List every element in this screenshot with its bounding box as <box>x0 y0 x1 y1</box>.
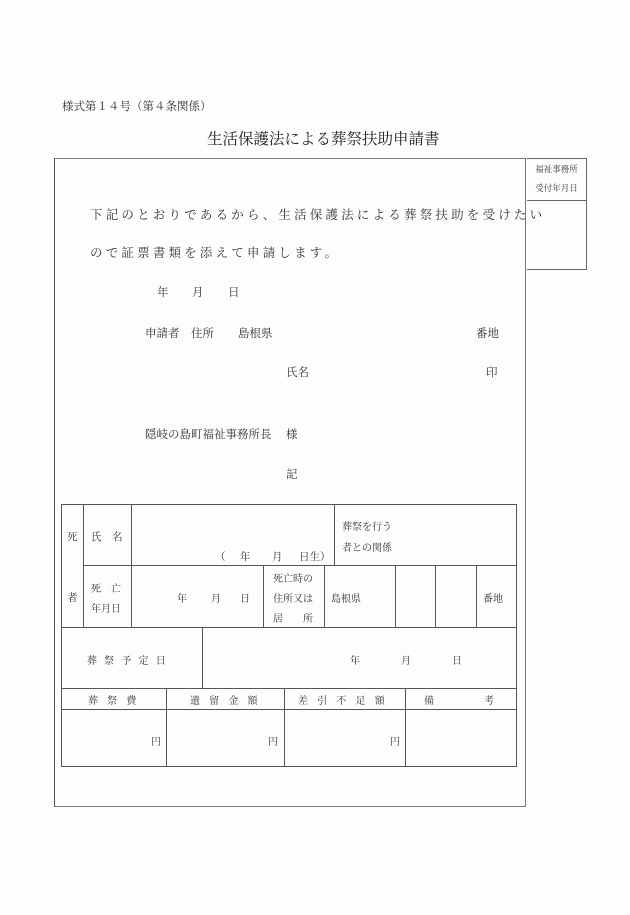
receipt-box-header <box>527 159 586 201</box>
date-year: 年 <box>157 285 169 299</box>
applicant-address-label: 住所 <box>191 326 214 340</box>
birth-month: 月 <box>272 551 283 563</box>
death-day: 日 <box>240 594 250 605</box>
death-address-label-1: 死亡時の <box>273 574 313 585</box>
relation-label-1: 葬祭を行う <box>342 522 392 533</box>
col-remaining-money: 遺 留 金 額 <box>190 696 261 707</box>
deceased-label-bottom: 者 <box>67 592 78 604</box>
page-title: 生活保護法による葬祭扶助申請書 <box>207 130 440 148</box>
seal-mark: 印 <box>486 365 498 379</box>
addressee-honorific: 様 <box>286 427 298 441</box>
funeral-year: 年 <box>350 656 360 667</box>
applicant-name-label: 氏名 <box>286 365 309 379</box>
applicant-prefecture: 島根県 <box>238 326 273 340</box>
date-month: 月 <box>192 285 204 299</box>
yen-funeral-cost: 円 <box>151 737 161 748</box>
addressee-office: 隠岐の島町福祉事務所長 <box>145 427 272 441</box>
receipt-label-date: 受付年月日 <box>535 184 578 194</box>
col-funeral-cost: 葬 祭 費 <box>88 696 140 707</box>
intro-line-1: 下記のとおりであるから、生活保護法による葬祭扶助を受けたい <box>90 207 546 222</box>
yen-remaining-money: 円 <box>268 737 278 748</box>
intro-line-2: ので証票書類を添えて申請します。 <box>90 245 341 260</box>
deceased-label-top: 死 <box>67 531 78 543</box>
death-year: 年 <box>177 594 187 605</box>
col-shortfall: 差 引 不 足 額 <box>298 696 388 707</box>
funeral-date-label: 葬 祭 予 定 日 <box>87 656 168 667</box>
death-address-label-2: 住所又は <box>273 594 313 605</box>
applicant-label: 申請者 <box>145 326 180 340</box>
date-day: 日 <box>228 285 240 299</box>
form-number: 様式第１４号（第４条関係） <box>62 99 212 113</box>
birth-day: 日生） <box>299 551 331 563</box>
death-prefecture: 島根県 <box>331 594 361 605</box>
yen-shortfall: 円 <box>390 737 400 748</box>
receipt-label-office: 福祉事務所 <box>535 165 578 175</box>
applicant-address-suffix: 番地 <box>476 326 499 340</box>
death-date-label-1: 死 亡 <box>91 584 121 595</box>
col-remarks: 備 考 <box>424 696 494 707</box>
funeral-day: 日 <box>452 656 462 667</box>
relation-label-2: 者との関係 <box>342 543 392 554</box>
deceased-name-label: 氏 名 <box>91 531 123 543</box>
death-address-suffix: 番地 <box>483 594 503 605</box>
funeral-month: 月 <box>401 656 411 667</box>
death-address-label-3: 居 所 <box>273 614 313 625</box>
death-date-label-2: 年月日 <box>91 604 121 615</box>
birth-open: （ <box>215 551 226 563</box>
death-month: 月 <box>211 594 221 605</box>
birth-year: 年 <box>240 551 251 563</box>
deceased-name-field[interactable] <box>132 505 333 545</box>
ki-heading: 記 <box>286 467 298 481</box>
